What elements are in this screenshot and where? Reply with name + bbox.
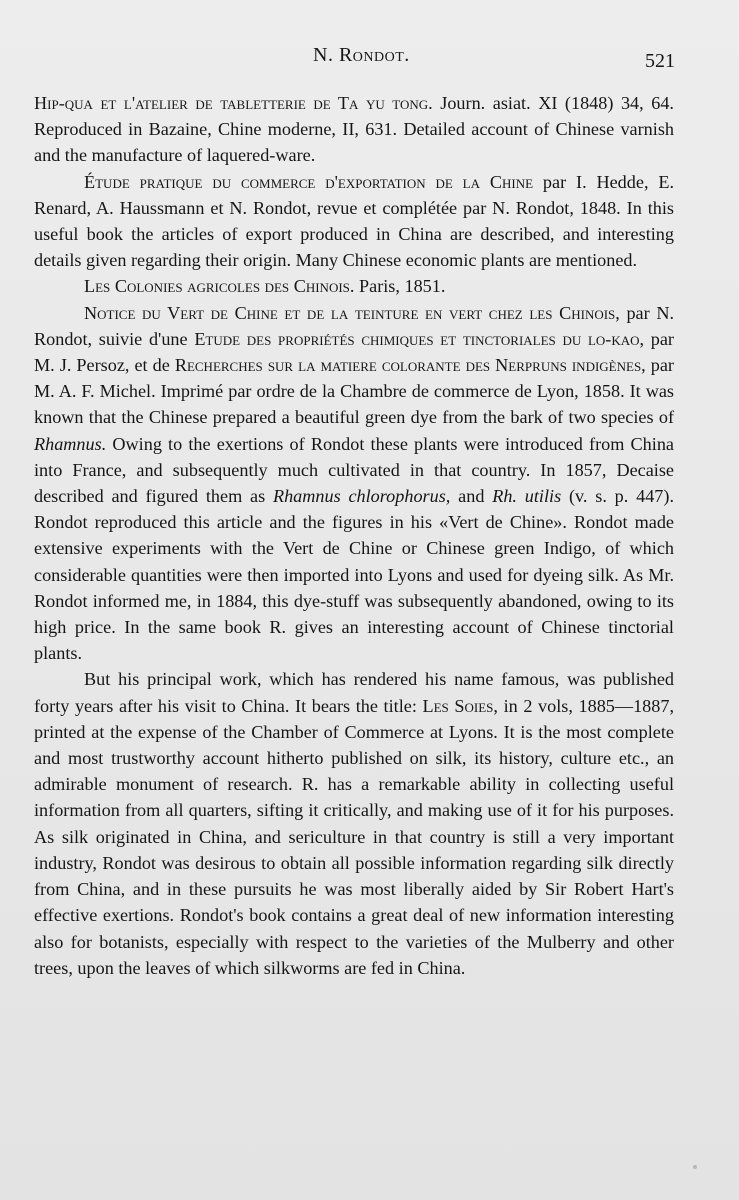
entry-hip-qua — [34, 90, 674, 169]
species-name: Rhamnus chlorophorus, — [272, 486, 451, 507]
entry-body: Journ. asiat. XI (1848) 34, 64. Reproduced in Bazaine, Chine moderne, II, 631. Detailed account of Chinese varnish and the manufacture of laquered-ware. — [34, 93, 674, 166]
entry-text: par N. Rondot, suivie d'une — [34, 302, 674, 349]
entry-text: (v. s. p. 447). Rondot reproduced this article and the figures in his «Vert de Chine». Rondot made extensive experiments with the Vert de Chine or Chinese green Indigo, of which considerable quantities were then imported into Lyons and used for dyeing silk. As Mr. Rondot informed me, in 1884, this dye-stuff was subsequently abandoned, owing to its high price. In the same book R. gives an interesting account of Chinese tinctorial plants. — [34, 486, 675, 664]
entry-etude-pratique — [34, 169, 674, 274]
species-name: Rhamnus. — [34, 433, 107, 454]
paragraph-text: But his principal work, which has rendered his name famous, was published forty years after his visit to China. It bears the title: — [34, 669, 674, 716]
entry-body: par I. Hedde, E. Renard, A. Haussmann et N. Rondot, revue et complétée par N. Rondot, 1848. In this useful book the articles of export produced in China are described, and interesting details given regarding their origin. Many Chinese economic plants are mentioned. — [34, 171, 675, 271]
running-head: N. Rondot. — [313, 44, 410, 66]
paragraph-text: in 2 vols, 1885—1887, printed at the expense of the Chamber of Commerce at Lyons. It is the most complete and most trustworthy account hitherto published on silk, its history, culture etc., an admirable monument of research. R. has a remarkable ability in collecting useful information from all quarters, sifting it critically, and making use of it for his purposes. As silk originated in China, and sericulture in that country is still a very important industry, Rondot was desirous to obtain all possible information regarding silk directly from China, and in these pursuits he was most liberally aided by Sir Robert Hart's effective exertions. Rondot's book contains a great deal of new information interesting also for botanists, especially with respect to the varieties of the Mulberry and other trees, upon the leaves of which silkworms are fed in China. — [34, 695, 674, 978]
entry-text: par M. J. Persoz, et de — [34, 328, 674, 376]
entry-body: Paris, 1851. — [354, 276, 446, 297]
paper-speck — [693, 1165, 697, 1169]
entry-title: Étude pratique du commerce d'exportation de la Chine — [84, 171, 534, 192]
entry-title: Hip-qua et l'atelier de tabletterie de Ta yu tong. — [34, 93, 433, 113]
body-text — [34, 90, 674, 981]
species-name: Rh. utilis — [492, 486, 562, 507]
entry-title: Recherches sur la matiere colorante des Nerpruns indigènes, — [174, 355, 646, 376]
paragraph-principal-work — [34, 666, 674, 980]
entry-text: and — [450, 486, 493, 507]
entry-vert-de-chine — [34, 300, 674, 667]
entry-text: par M. A. F. Michel. Imprimé par ordre de la Chambre de commerce de Lyon, 1858. It was known that the Chinese prepared a beautiful green dye from the bark of two species of — [34, 355, 674, 428]
entry-title: Notice du Vert de Chine et de la teinture en vert chez les Chinois, — [84, 302, 620, 323]
entry-colonies — [34, 273, 674, 299]
entry-title: Etude des propriétés chimiques et tinctoriales du lo-kao, — [194, 328, 645, 349]
entry-title: Les Colonies agricoles des Chinois. — [84, 276, 355, 297]
page-number: 521 — [645, 50, 675, 72]
entry-text: Owing to the exertions of Rondot these plants were introduced from China into France, and subsequently much cultivated in that country. In 1857, Decaise described and figured them as — [34, 433, 674, 507]
page-header — [0, 44, 739, 74]
work-title: Les Soies, — [422, 695, 498, 716]
